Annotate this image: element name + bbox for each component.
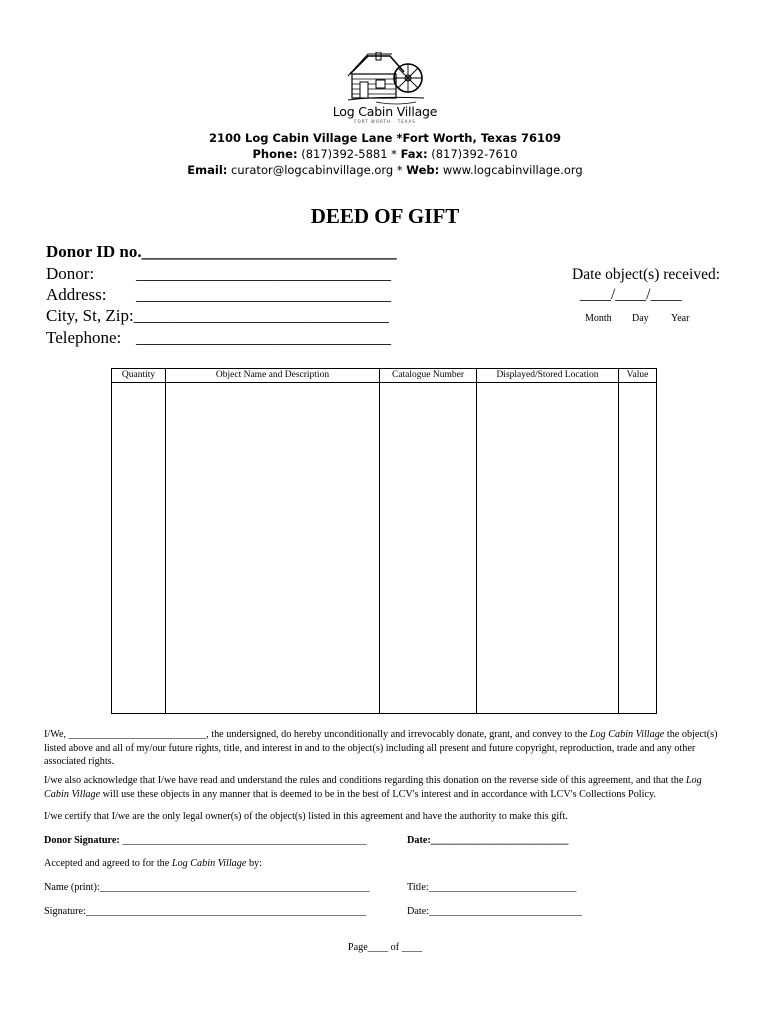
document-title: DEED OF GIFT — [310, 204, 460, 228]
date-day-label: Day — [632, 313, 649, 324]
table-column-location[interactable] — [477, 369, 619, 713]
items-table[interactable] — [111, 368, 657, 714]
log-cabin-icon — [346, 52, 426, 110]
donor-id-field[interactable]: Donor ID no.______________________________ — [46, 242, 397, 261]
donor-name-line[interactable]: ______________________________ — [136, 264, 391, 283]
email-label: Email: — [187, 163, 228, 177]
table-header-catalogue: Catalogue Number — [380, 369, 476, 383]
staff-date-field[interactable]: Date:______________________________ — [407, 906, 582, 917]
donor-city-line[interactable]: ______________________________ — [133, 306, 389, 325]
donor-date-field[interactable]: Date:___________________________ — [407, 835, 569, 846]
donation-statement-text-end: the object(s) listed above and all of my/our future rights, title, and interest in and to the object(s) including all present and future copyright, reproduction, trade and any other associated rights. — [44, 729, 718, 767]
table-column-quantity[interactable] — [112, 369, 166, 713]
org-name: Log Cabin Village — [589, 729, 665, 740]
name-print-field[interactable]: Name (print):_____________________________________________________ — [44, 882, 370, 893]
donor-name-label: Donor: — [46, 264, 95, 283]
acknowledgement-text-end: will use these objects in any manner that is deemed to be in the best of LCV's interest and in accordance with LCV's Collections Policy. — [100, 788, 656, 800]
donation-statement-text: I/We, ___________________________, the undersigned, do hereby unconditionally and irrevocably donate, grant, and convey to the — [44, 729, 590, 740]
table-header-value: Value — [619, 369, 656, 383]
contact-address: 2100 Log Cabin Village Lane *Fort Worth, Texas 76109 — [209, 131, 561, 145]
email-value: curator@logcabinvillage.org * — [231, 163, 407, 177]
accepted-text-end: by: — [246, 858, 262, 869]
donor-signature-field[interactable] — [44, 835, 367, 846]
donor-phone-field[interactable] — [46, 328, 391, 348]
donor-address-label: Address: — [46, 285, 107, 304]
donor-phone-label: Telephone: — [46, 328, 122, 347]
table-column-catalogue[interactable] — [380, 369, 477, 713]
logo-tagline: FORT WORTH · TEXAS — [354, 119, 416, 124]
acknowledgement-statement — [44, 774, 728, 801]
title-field[interactable]: Title:_____________________________ — [407, 882, 577, 893]
donor-city-field[interactable] — [46, 306, 389, 326]
date-received-field[interactable]: ____/____/____ — [580, 286, 682, 303]
donor-name-field[interactable] — [46, 264, 391, 284]
donor-signature-line[interactable]: ________________________________________________ — [122, 835, 367, 846]
org-name: Log Cabin Village — [44, 775, 702, 800]
acknowledgement-text: I/we also acknowledge that I/we have read and understand the rules and conditions regarding this donation on the reverse side of this agreement, and that the — [44, 775, 686, 786]
logo-name: Log Cabin Village — [332, 104, 438, 119]
donor-address-field[interactable] — [46, 285, 391, 305]
donation-statement — [44, 728, 728, 769]
page-number: Page____ of ____ — [347, 942, 423, 953]
fax-value: (817)392-7610 — [431, 147, 518, 161]
table-column-description[interactable] — [166, 369, 380, 713]
table-header-description: Object Name and Description — [166, 369, 379, 383]
date-year-label: Year — [671, 313, 690, 324]
fax-label: Fax: — [400, 147, 428, 161]
table-header-quantity: Quantity — [112, 369, 165, 383]
donor-address-line[interactable]: ______________________________ — [136, 285, 391, 304]
web-label: Web: — [406, 163, 440, 177]
phone-label: Phone: — [252, 147, 298, 161]
phone-value: (817)392-5881 * — [301, 147, 401, 161]
table-header-location: Displayed/Stored Location — [477, 369, 618, 383]
org-name: Log Cabin Village — [171, 858, 247, 869]
accepted-statement — [44, 858, 262, 869]
staff-signature-field[interactable]: Signature:_______________________________________________________ — [44, 906, 367, 917]
date-received-label: Date object(s) received: — [572, 266, 721, 283]
donor-city-label: City, St, Zip: — [46, 306, 134, 325]
accepted-text: Accepted and agreed to for the — [44, 858, 172, 869]
date-month-label: Month — [585, 313, 612, 324]
contact-phone — [0, 147, 770, 161]
ownership-statement: I/we certify that I/we are the only legal owner(s) of the object(s) listed in this agreement and have the authority to make this gift. — [44, 811, 568, 822]
table-column-value[interactable] — [619, 369, 656, 713]
donor-phone-line[interactable]: ______________________________ — [136, 328, 391, 347]
donor-signature-label: Donor Signature: — [44, 835, 123, 846]
web-value: www.logcabinvillage.org — [442, 163, 583, 177]
contact-email — [0, 163, 770, 177]
